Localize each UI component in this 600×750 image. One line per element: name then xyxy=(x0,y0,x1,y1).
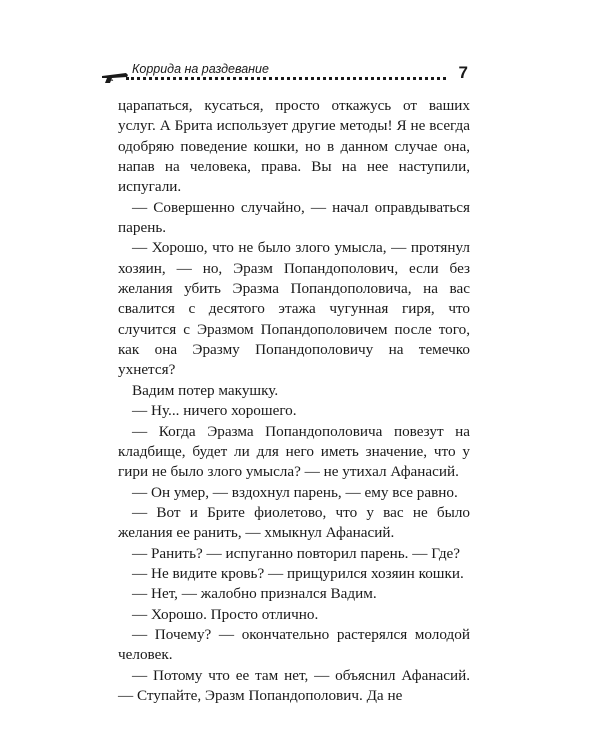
running-title: Коррида на раздевание xyxy=(132,62,269,76)
paragraph: — Хорошо, что не было злого умысла, — протянул хозяин, — но, Эразм Попандополович, если без желания убить Эразма Попандополовича, на вас свалится с десятого этажа чугунная гиря, что случится с Эразмом Попандополовичем после того, как она Эразму Попандополовичу на темечко ухнется? xyxy=(118,239,470,379)
paragraph: — Вот и Брите фиолетово, что у вас не было желания ее ранить, — хмыкнул Афанасий. xyxy=(118,503,470,542)
paragraph: — Совершенно случайно, — начал оправдываться парень. xyxy=(118,198,470,237)
page-header xyxy=(100,62,468,84)
paragraph: — Почему? — окончательно растерялся молодой человек. xyxy=(118,625,470,664)
paragraph: — Нет, — жалобно признался Вадим. xyxy=(132,585,377,603)
paragraph: — Когда Эразма Попандополовича повезут на кладбище, будет ли для него иметь значение, что у гири не было злого умысла? — не утихал Афанасий. xyxy=(118,422,470,481)
paragraph: — Не видите кровь? — прищурился хозяин кошки. xyxy=(132,564,464,582)
dotted-rule xyxy=(126,77,446,80)
page-number: 7 xyxy=(458,63,468,82)
paragraph: царапаться, кусаться, просто откажусь от ваших услуг. А Брита использует другие методы! Я не всегда одобряю поведение кошки, но в данном случае она, напав на человека, права. Вы на нее наступили, испугали. xyxy=(118,97,470,196)
paragraph: — Ранить? — испуганно повторил парень. — Где? xyxy=(132,544,461,562)
paragraph: Вадим потер макушку. xyxy=(132,381,279,399)
paragraph: — Потому что ее там нет, — объяснил Афанасий. — Ступайте, Эразм Попандополович. Да не xyxy=(118,666,470,704)
paragraph: — Ну... ничего хорошего. xyxy=(132,402,297,420)
paragraph: — Хорошо. Просто отлично. xyxy=(132,605,319,623)
paragraph: — Он умер, — вздохнул парень, — ему все равно. xyxy=(132,483,458,501)
body-text xyxy=(118,96,470,706)
